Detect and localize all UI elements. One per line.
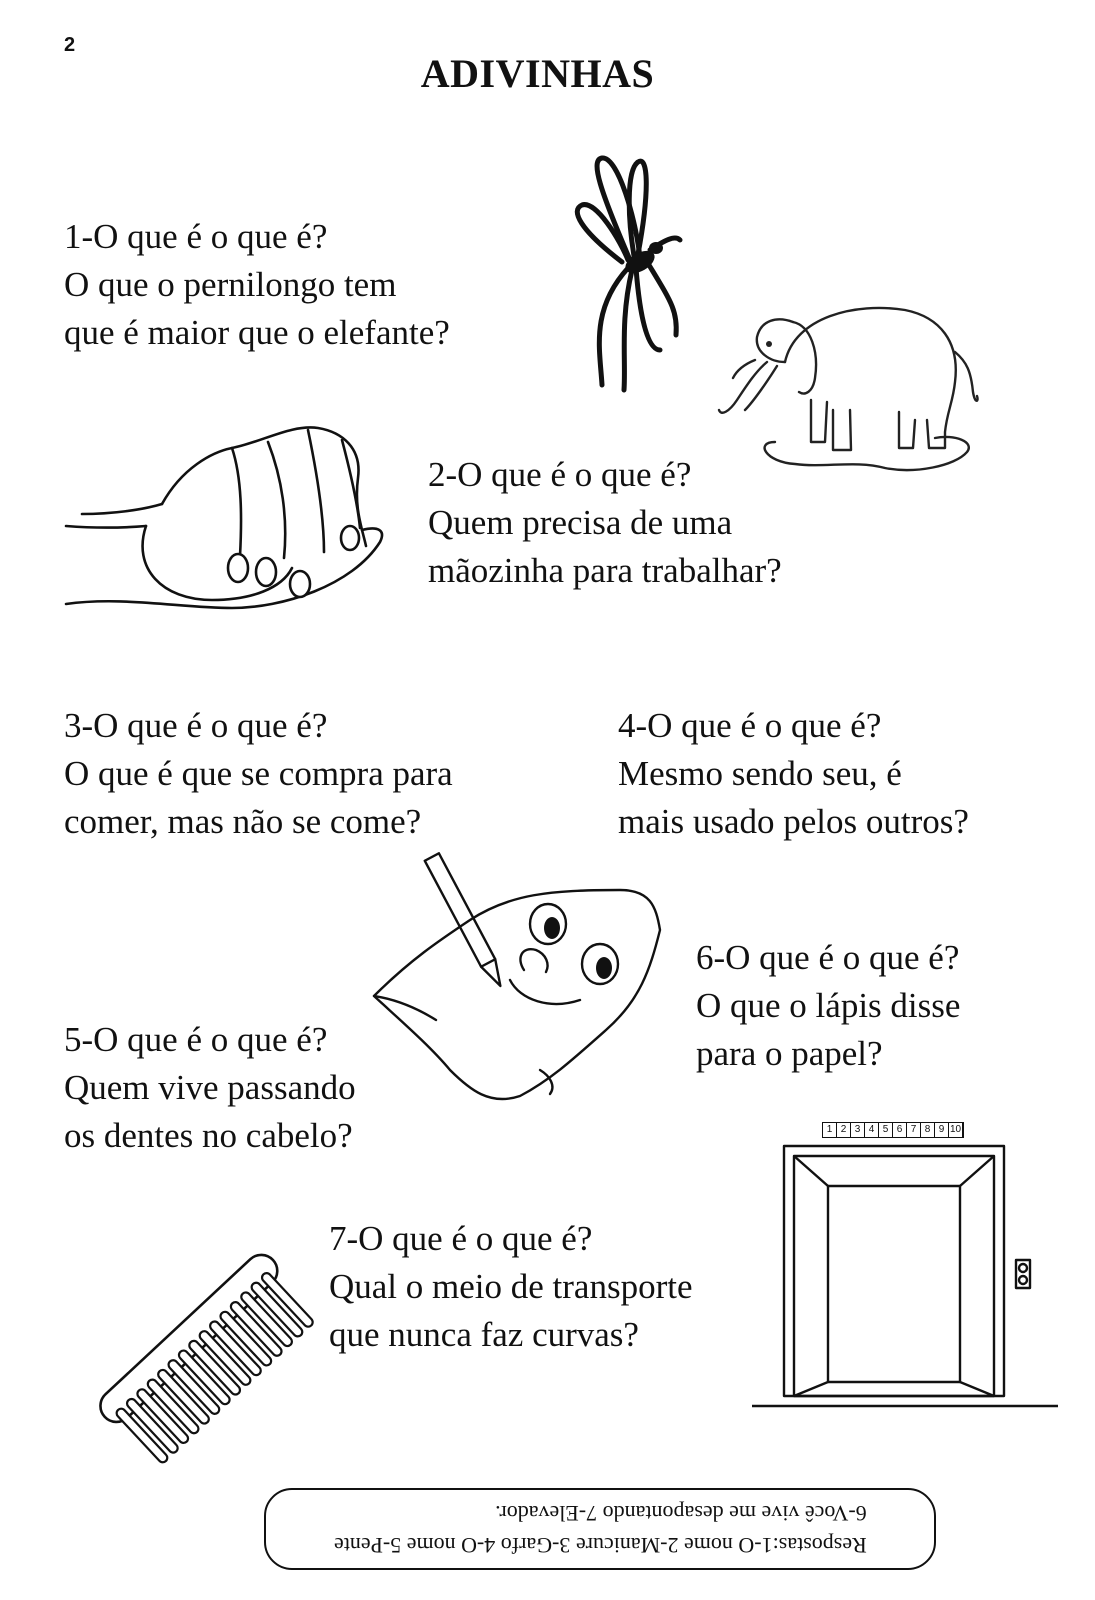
riddle-line: comer, mas não se come? [64,802,422,841]
riddle-line: os dentes no cabelo? [64,1116,353,1155]
answers-line: 6-Você vive me desapontando 7-Elevador. [494,1501,867,1526]
elevator-icon [752,1140,1062,1410]
answers-line: Respostas:1-O nome 2-Manicure 3-Garfo 4-O nome 5-Pente [333,1533,867,1558]
page-number: 2 [64,34,76,56]
riddle-line: 7-O que é o que é? [329,1219,593,1258]
mosquito-icon [560,150,700,400]
riddle-line: 2-O que é o que é? [428,455,692,494]
floor-indicator [822,1122,964,1138]
riddle-line: 1-O que é o que é? [64,217,328,256]
floor-number: 10 [949,1124,962,1135]
answers-box [264,1488,936,1570]
riddle-line: que nunca faz curvas? [329,1315,639,1354]
riddle-line: O que o lápis disse [696,986,961,1025]
riddle-line: mãozinha para trabalhar? [428,551,782,590]
hand-icon [62,418,392,618]
elephant-icon [715,292,985,487]
riddle-3 [64,702,453,846]
floor-number: 9 [935,1123,949,1137]
riddle-line: 6-O que é o que é? [696,938,960,977]
floor-number: 3 [851,1123,865,1137]
riddle-4 [618,702,969,846]
floor-number: 1 [823,1123,837,1137]
riddle-line: O que o pernilongo tem [64,265,397,304]
floor-number: 8 [921,1123,935,1137]
riddle-6 [696,934,960,1078]
riddle-line: Quem precisa de uma [428,503,733,542]
riddle-1 [64,213,450,357]
pencil-paper-icon [370,850,670,1105]
riddle-line: Quem vive passando [64,1068,356,1107]
answers-text [334,1497,867,1561]
riddle-line: que é maior que o elefante? [64,313,450,352]
riddle-line: Qual o meio de transporte [329,1267,693,1306]
riddle-line: 4-O que é o que é? [618,706,882,745]
riddle-7 [329,1215,693,1359]
floor-number: 4 [865,1123,879,1137]
riddle-line: Mesmo sendo seu, é [618,754,902,793]
comb-icon [60,1200,330,1490]
riddle-line: O que é que se compra para [64,754,453,793]
page-title: ADIVINHAS [420,51,655,96]
floor-number: 7 [907,1123,921,1137]
riddle-line: para o papel? [696,1034,883,1073]
floor-number: 5 [879,1123,893,1137]
floor-number: 6 [893,1123,907,1137]
riddle-5 [64,1016,356,1160]
riddle-line: 5-O que é o que é? [64,1020,328,1059]
riddle-line: 3-O que é o que é? [64,706,328,745]
riddle-line: mais usado pelos outros? [618,802,969,841]
floor-number: 2 [837,1123,851,1137]
